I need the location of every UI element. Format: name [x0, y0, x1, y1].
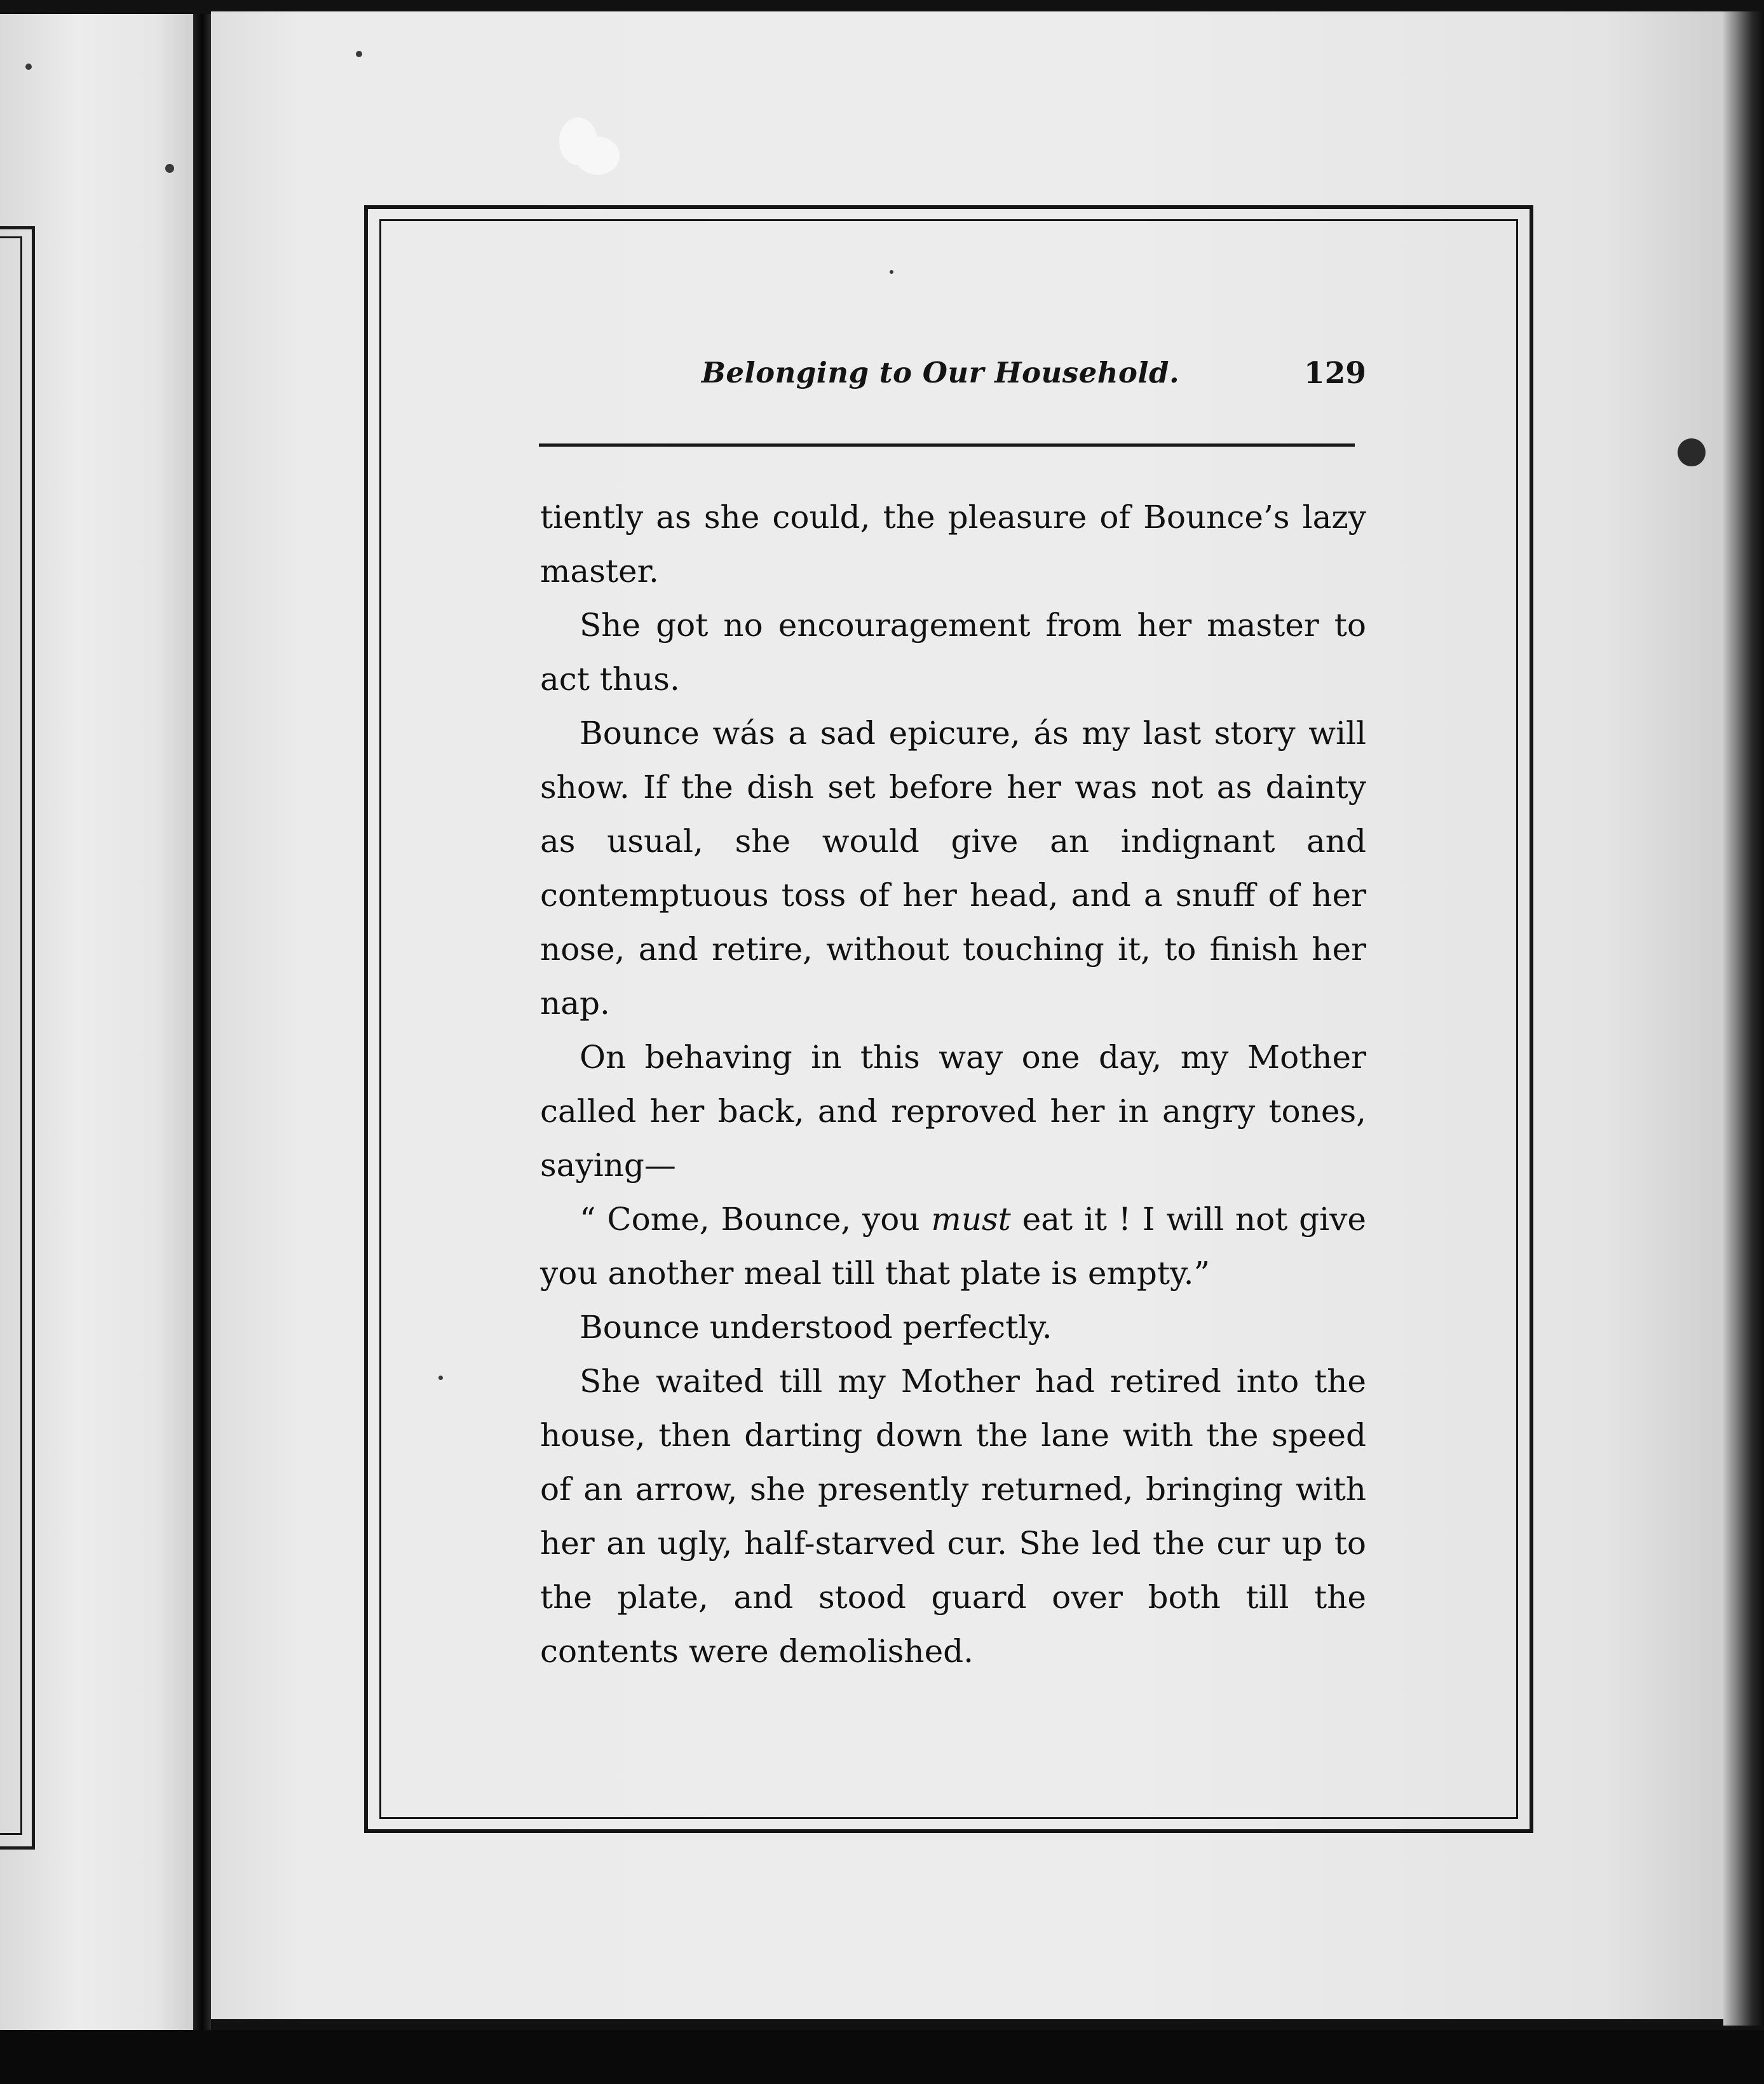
paragraph: On behaving in this way one day, my Mother called her back, and reproved her in angry tones, saying— — [540, 1039, 1366, 1184]
paragraph: Bounce understood perfectly. — [580, 1309, 1052, 1346]
body-text — [540, 491, 1366, 1679]
paragraph: She got no encouragement from her master to act thus. — [540, 607, 1366, 698]
previous-page-edge — [0, 14, 193, 2031]
scan-bottom-border — [0, 2030, 1764, 2084]
quotation-paragraph — [540, 1193, 1366, 1301]
paragraph: Bounce wás a sad epicure, ás my last story will show. If the dish set before her was not as dainty as usual, she would give an indignant and contemptuous toss of her head, and a snuff of her nose, and retire, without touching it, to finish her nap. — [540, 715, 1366, 1022]
page-right-edge-shadow — [1723, 11, 1764, 2026]
paper-blot — [575, 137, 620, 175]
paragraph: She waited till my Mother had retired into the house, then darting down the lane with the speed of an arrow, she presently returned, bringing with her an ugly, half-starved cur. She led the cur up to the plate, and stood guard over both till the contents were demolished. — [540, 1363, 1366, 1670]
running-head: Belonging to Our Household. — [701, 356, 1180, 389]
page-number: 129 — [1303, 356, 1366, 391]
ink-speck — [356, 51, 362, 57]
quote-text-end: eat it ! I will not give you another meal till that plate is empty.” — [540, 1201, 1366, 1292]
ink-speck — [1678, 438, 1706, 466]
quote-text-start: “ Come, Bounce, you — [580, 1201, 920, 1238]
header-rule — [539, 443, 1355, 447]
emphasized-word: must — [931, 1201, 1011, 1238]
ink-speck — [165, 164, 174, 173]
previous-page-frame-inner — [0, 236, 22, 1835]
paragraph-continued: tiently as she could, the pleasure of Bounce’s lazy master. — [540, 499, 1366, 590]
book-gutter — [193, 14, 211, 2031]
ink-speck — [25, 64, 32, 70]
